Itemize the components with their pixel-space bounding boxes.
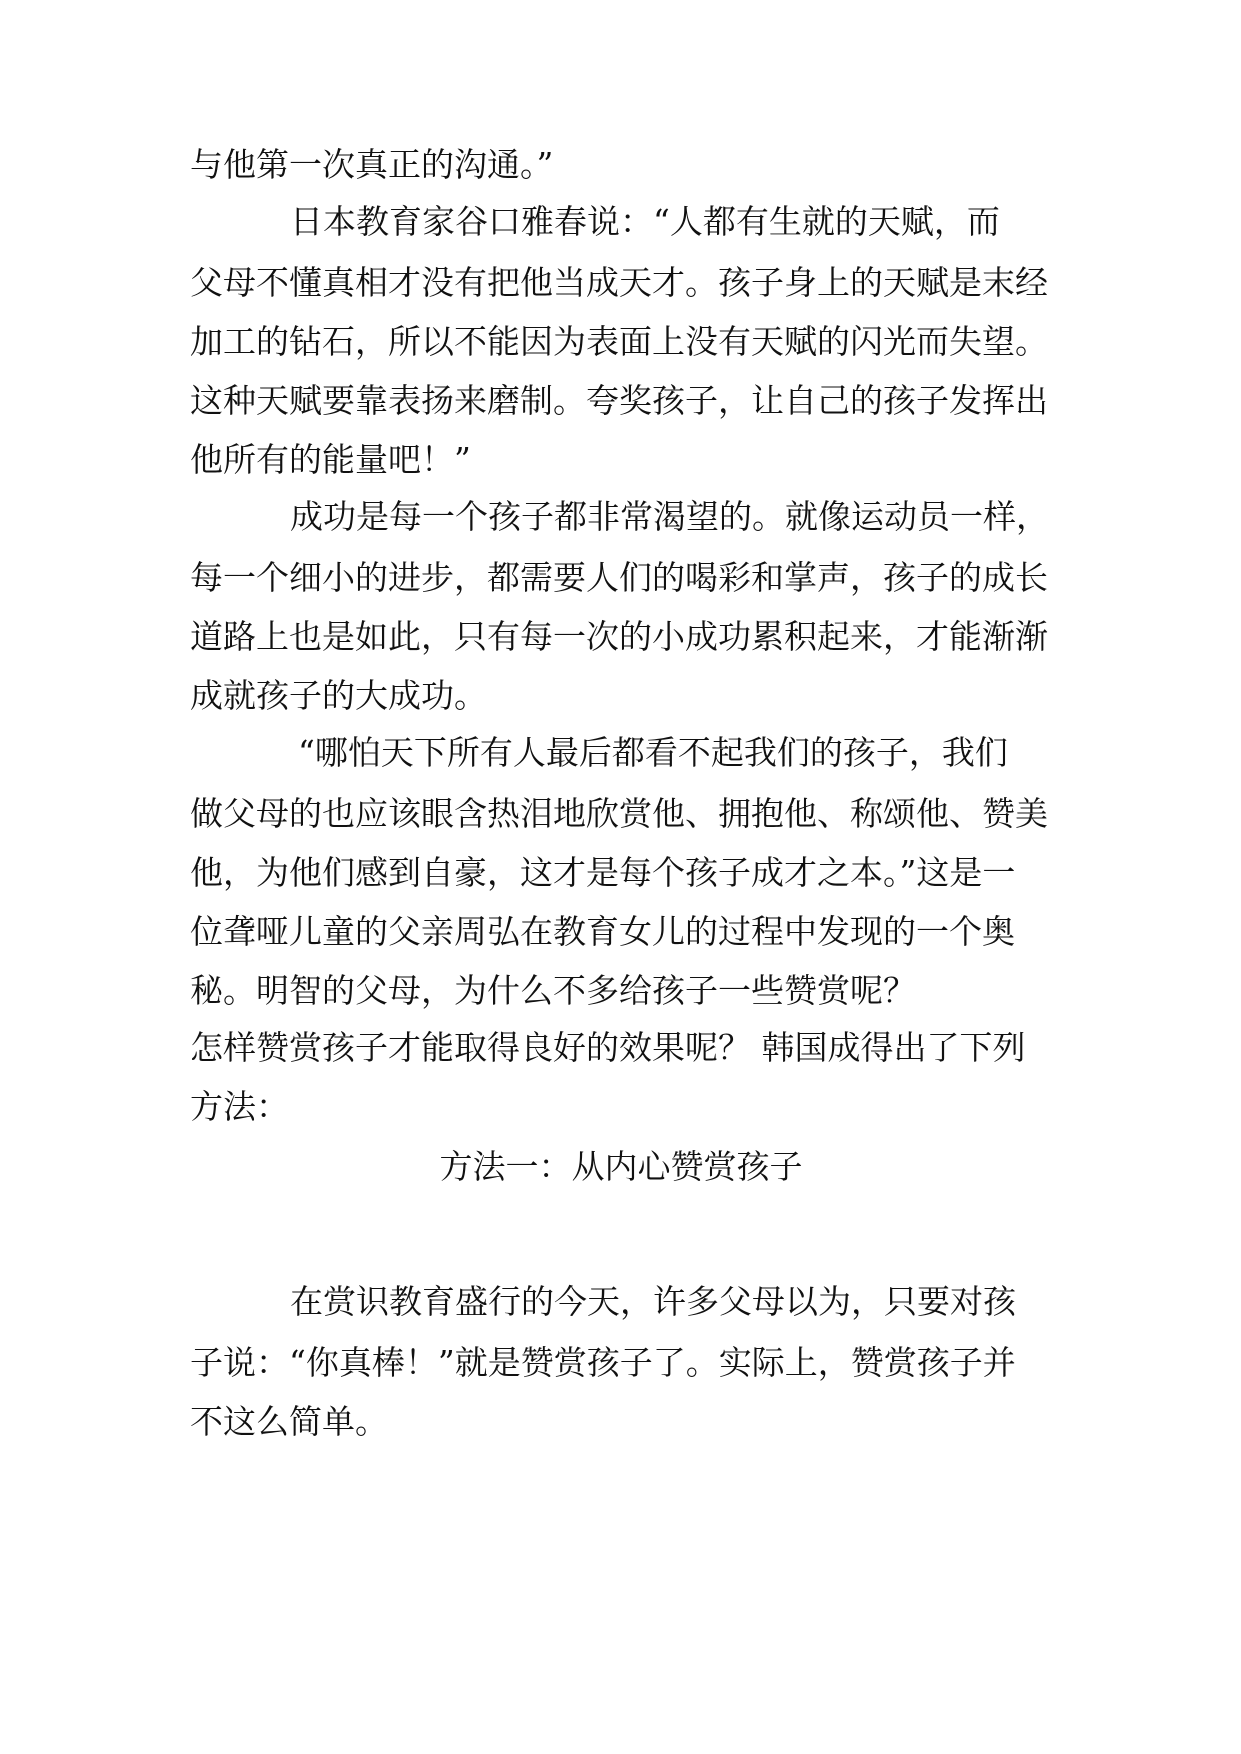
text-line: 道路上也是如此，只有每一次的小成功累积起来，才能渐渐 bbox=[190, 617, 1048, 656]
text-line: 在赏识教育盛行的今天，许多父母以为，只要对孩 bbox=[290, 1282, 1016, 1321]
text-line: 子说：“你真棒！”就是赞赏孩子了。实际上，赞赏孩子并 bbox=[190, 1343, 1016, 1382]
text-line: 怎样赞赏孩子才能取得良好的效果呢？ 韩国成得出了下列 bbox=[190, 1028, 1026, 1067]
text-line: 成功是每一个孩子都非常渴望的。就像运动员一样， bbox=[290, 497, 1049, 536]
text-line: 他所有的能量吧！” bbox=[190, 440, 471, 479]
text-line: 做父母的也应该眼含热泪地欣赏他、拥抱他、称颂他、赞美 bbox=[190, 794, 1048, 833]
text-line: 日本教育家谷口雅春说：“人都有生就的天赋，而 bbox=[290, 202, 1000, 241]
text-line: 加工的钻石，所以不能因为表面上没有天赋的闪光而失望。 bbox=[190, 322, 1048, 361]
text-line: 方法： bbox=[190, 1087, 289, 1126]
text-line: 位聋哑儿童的父亲周弘在教育女儿的过程中发现的一个奥 bbox=[190, 912, 1015, 951]
text-line: 他，为他们感到自豪，这才是每个孩子成才之本。”这是一 bbox=[190, 853, 1016, 892]
text-line: 父母不懂真相才没有把他当成天才。孩子身上的天赋是末经 bbox=[190, 263, 1048, 302]
text-line: 与他第一次真正的沟通。” bbox=[190, 145, 554, 184]
text-line: 不这么简单。 bbox=[190, 1402, 388, 1441]
section-heading: 方法一：从内心赞赏孩子 bbox=[439, 1147, 803, 1186]
text-line: 成就孩子的大成功。 bbox=[190, 676, 487, 715]
text-line: “哪怕天下所有人最后都看不起我们的孩子，我们 bbox=[298, 733, 1008, 772]
text-line: 每一个细小的进步，都需要人们的喝彩和掌声，孩子的成长 bbox=[190, 558, 1048, 597]
text-line: 秘。明智的父母，为什么不多给孩子一些赞赏呢？ bbox=[190, 971, 916, 1010]
text-line: 这种天赋要靠表扬来磨制。夸奖孩子，让自己的孩子发挥出 bbox=[190, 381, 1048, 420]
